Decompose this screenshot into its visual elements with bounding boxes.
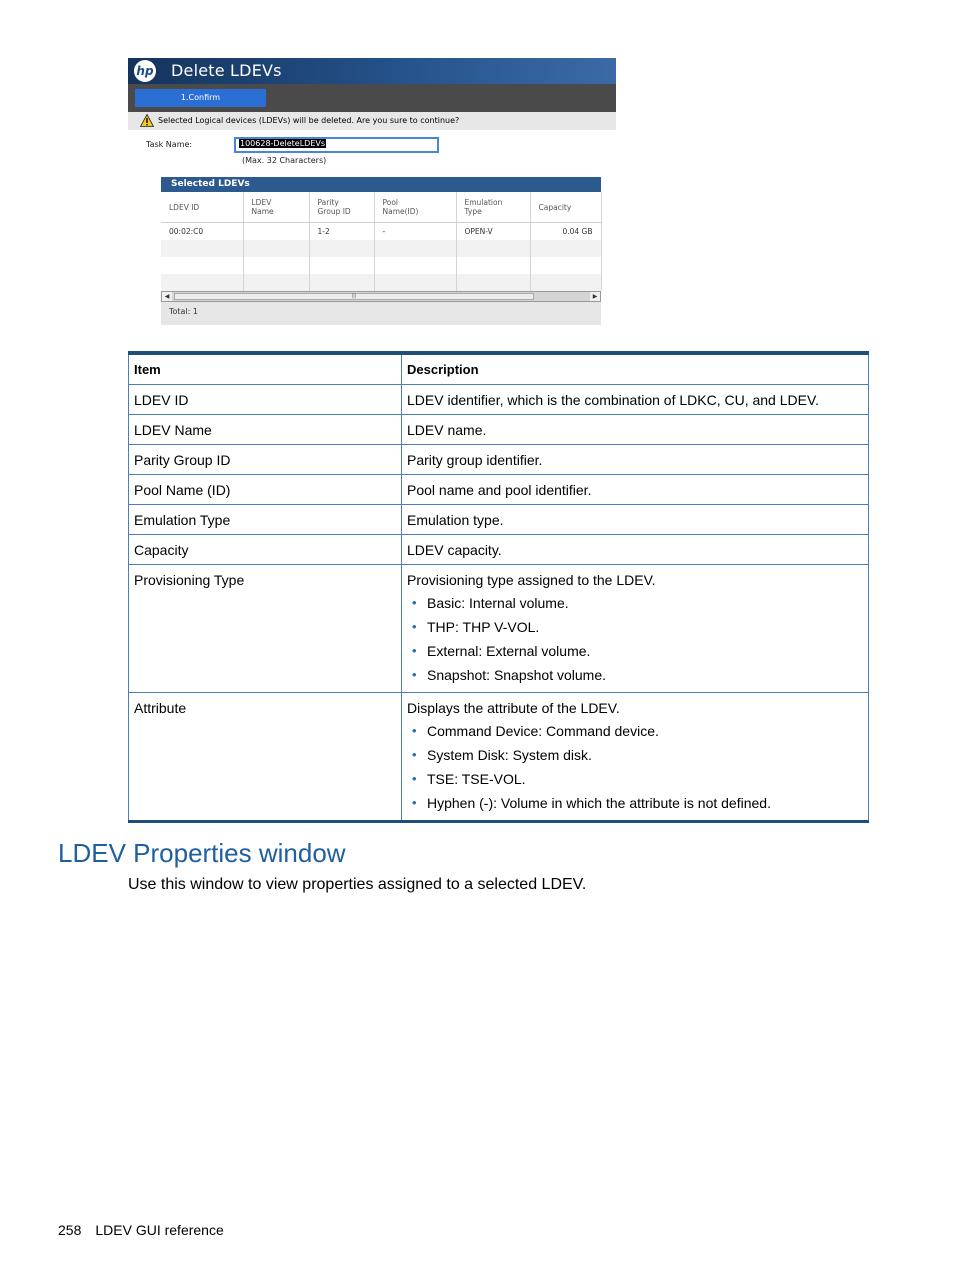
description-text: Provisioning type assigned to the LDEV. [407, 572, 656, 588]
scroll-left-icon[interactable]: ◀ [162, 292, 172, 301]
item-cell: Parity Group ID [129, 445, 402, 475]
table-row [129, 693, 869, 822]
warning-text: Selected Logical devices (LDEVs) will be deleted. Are you sure to continue? [158, 116, 460, 125]
description-cell: Parity group identifier. [402, 445, 869, 475]
selected-ldevs-table [161, 192, 602, 291]
page-number: 258 [58, 1222, 82, 1238]
list-item: • Command Device: Command device. [427, 720, 864, 742]
list-item: • External: External volume. [427, 640, 864, 662]
list-item: • Snapshot: Snapshot volume. [427, 664, 864, 686]
task-name-hint: (Max. 32 Characters) [242, 156, 327, 165]
table-row [129, 385, 869, 415]
total-count: Total: 1 [169, 307, 199, 316]
cell-ldev-id: 00:02:C0 [161, 223, 243, 241]
item-cell: Attribute [129, 693, 402, 822]
col-parity-group-id[interactable]: Parity Group ID [309, 192, 374, 223]
description-cell [402, 565, 869, 693]
header-item: Item [129, 353, 402, 385]
item-cell: LDEV Name [129, 415, 402, 445]
table-row [129, 535, 869, 565]
description-text: Displays the attribute of the LDEV. [407, 700, 620, 716]
col-ldev-id[interactable]: LDEV ID [161, 192, 243, 223]
table-row [129, 415, 869, 445]
cell-pool-name: - [374, 223, 456, 241]
table-header-row [129, 353, 869, 385]
dialog-title: Delete LDEVs [171, 61, 282, 80]
section-intro: Use this window to view properties assigned to a selected LDEV. [128, 876, 587, 893]
bullet-list [407, 592, 864, 686]
cell-emulation: OPEN-V [456, 223, 530, 241]
description-cell: Pool name and pool identifier. [402, 475, 869, 505]
table-row [129, 565, 869, 693]
item-cell: Emulation Type [129, 505, 402, 535]
page-footer [58, 1222, 224, 1238]
empty-row [161, 257, 601, 274]
empty-row [161, 240, 601, 257]
cell-ldev-name [243, 223, 309, 241]
list-item: • Hyphen (-): Volume in which the attribute is not defined. [427, 792, 864, 814]
description-cell: LDEV name. [402, 415, 869, 445]
footer-section: LDEV GUI reference [95, 1222, 224, 1238]
horizontal-scrollbar[interactable] [161, 291, 601, 302]
item-cell: Provisioning Type [129, 565, 402, 693]
warning-triangle-icon [140, 114, 154, 127]
selected-ldevs-panel [161, 177, 601, 325]
list-item: • TSE: TSE-VOL. [427, 768, 864, 790]
description-cell: LDEV capacity. [402, 535, 869, 565]
task-name-input[interactable] [234, 137, 439, 153]
list-item: • THP: THP V-VOL. [427, 616, 864, 638]
item-cell: LDEV ID [129, 385, 402, 415]
task-name-value: 100628-DeleteLDEVs [240, 139, 326, 148]
item-cell: Pool Name (ID) [129, 475, 402, 505]
step-confirm-tab[interactable]: 1.Confirm [135, 89, 266, 107]
description-cell: LDEV identifier, which is the combination of LDKC, CU, and LDEV. [402, 385, 869, 415]
scroll-right-icon[interactable]: ▶ [590, 292, 600, 301]
empty-row [161, 274, 601, 291]
header-description: Description [402, 353, 869, 385]
description-cell [402, 693, 869, 822]
item-cell: Capacity [129, 535, 402, 565]
table-row[interactable] [161, 223, 601, 241]
warning-bar [128, 112, 616, 130]
description-cell: Emulation type. [402, 505, 869, 535]
col-pool-name[interactable]: Pool Name(ID) [374, 192, 456, 223]
list-item: • System Disk: System disk. [427, 744, 864, 766]
col-emulation-type[interactable]: Emulation Type [456, 192, 530, 223]
table-row [129, 505, 869, 535]
hp-logo: hp [134, 60, 156, 82]
table-row [129, 445, 869, 475]
cell-parity-group: 1-2 [309, 223, 374, 241]
table-header-row [161, 192, 601, 223]
list-item: • Basic: Internal volume. [427, 592, 864, 614]
wizard-step-bar [128, 84, 616, 112]
selected-ldevs-title: Selected LDEVs [161, 177, 601, 192]
section-heading: LDEV Properties window [58, 838, 346, 868]
bullet-list [407, 720, 864, 814]
scroll-thumb[interactable]: ||| [174, 293, 534, 300]
item-description-table [128, 351, 869, 823]
table-row [129, 475, 869, 505]
delete-ldevs-dialog [128, 58, 616, 328]
dialog-title-bar [128, 58, 616, 84]
col-ldev-name[interactable]: LDEV Name [243, 192, 309, 223]
col-capacity[interactable]: Capacity [530, 192, 601, 223]
task-name-label: Task Name: [146, 140, 193, 149]
cell-capacity: 0.04 GB [530, 223, 601, 241]
